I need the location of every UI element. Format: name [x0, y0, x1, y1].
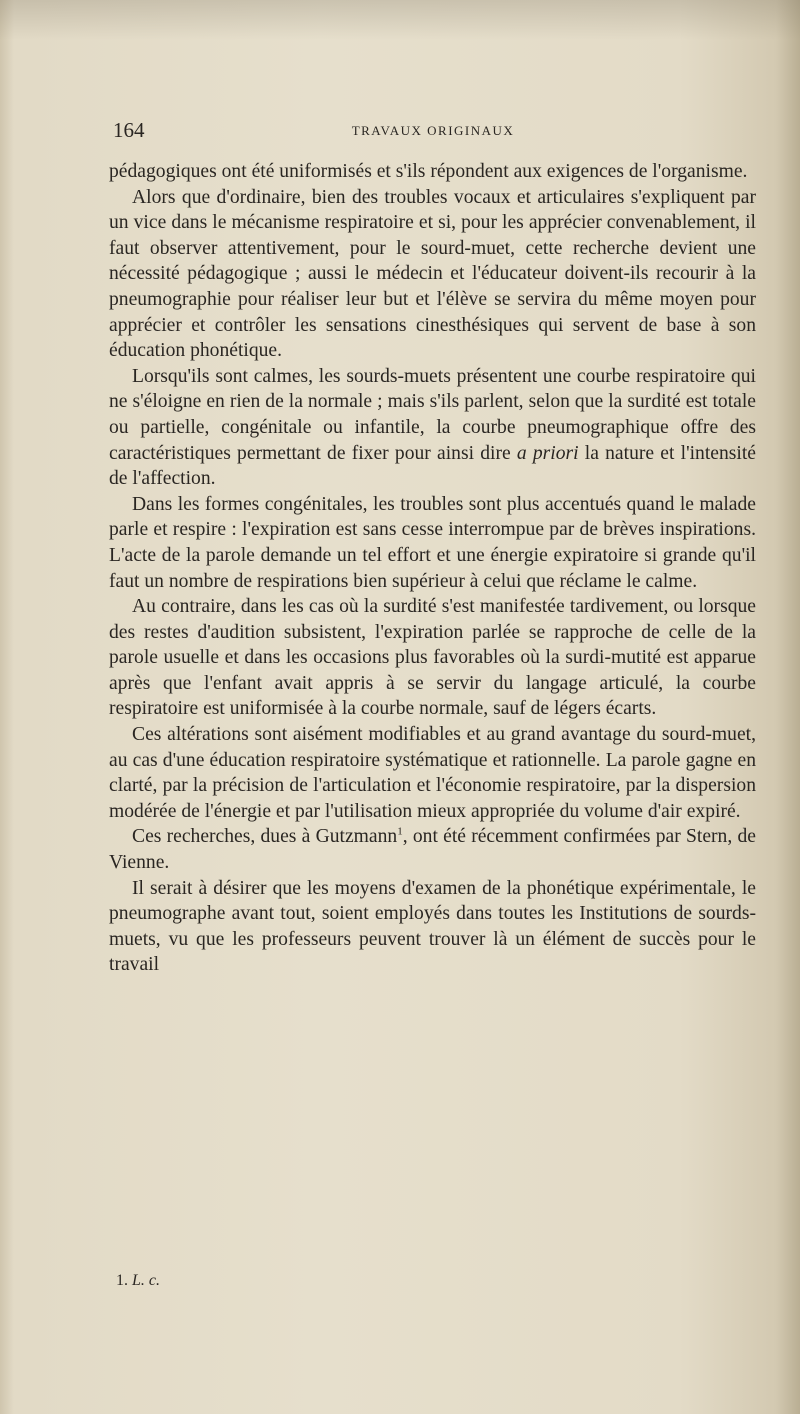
- paragraph-7-part-1: Ces recherches, dues à Gutzmann: [132, 826, 398, 848]
- paragraph-3-part-1: Lorsqu'ils sont calmes, les sourds-muets présentent une courbe respiratoire qui ne s'éloigne en rien de la normale ; mais s'ils parlent, selon que la surdité est totale ou partielle, congénitale ou infantile, la courbe pneumographique offre des caractéristiques permettant de fixer pour ainsi dire: [109, 365, 756, 464]
- page-header: [113, 116, 753, 146]
- page-number: 164: [113, 118, 145, 142]
- body-text: [109, 159, 756, 978]
- footnote-text: L. c.: [132, 1272, 160, 1289]
- paragraph-3-part-2: la nature et l'intensité de l'affection.: [109, 442, 756, 490]
- footnote: [116, 1270, 160, 1292]
- paragraph-7: [109, 824, 756, 875]
- paragraph-8: Il serait à désirer que les moyens d'examen de la phonétique expérimentale, le pneumographe avant tout, soient employés dans toutes les Institutions de sourds-muets, vu que les professeurs peuvent trouver là un élément de succès pour le travail: [109, 877, 756, 976]
- paragraph-7-part-2: , ont été récemment confirmées par Stern, de Vienne.: [109, 826, 756, 874]
- footnote-number: 1.: [116, 1272, 128, 1289]
- paragraph-6: Ces altérations sont aisément modifiables et au grand avantage du sourd-muet, au cas d'une éducation respiratoire systématique et rationnelle. La parole gagne en clarté, par la précision de l'articulation et l'économie respiratoire, par la dispersion modérée de l'énergie et par l'utilisation mieux appropriée du volume d'air expiré.: [109, 724, 756, 822]
- page-shadow: [0, 0, 800, 40]
- paragraph-1: pédagogiques ont été uniformisés et s'ils répondent aux exigences de l'organisme.: [109, 161, 748, 182]
- italic-phrase: a priori: [516, 442, 579, 464]
- paragraph-4: Dans les formes congénitales, les troubles sont plus accentués quand le malade parle et respire : l'expiration est sans cesse interrompue par de brèves inspirations. L'acte de la parole demande un tel effort et une énergie expiratoire si grande qu'il faut un nombre de respirations bien supérieur à celui que réclame le calme.: [109, 493, 756, 592]
- running-head: TRAVAUX ORIGINAUX: [351, 123, 515, 138]
- footnote-reference: 1: [397, 825, 403, 838]
- paragraph-3: [109, 364, 756, 492]
- paragraph-5: Au contraire, dans les cas où la surdité s'est manifestée tardivement, ou lorsque des restes d'audition subsistent, l'expiration parlée se rapproche de celle de la parole usuelle et dans les occasions plus favorables où la surdi-mutité est apparue après que l'enfant avait appris à se servir du langage articulé, la courbe respiratoire est uniformisée à la courbe normale, sauf de légers écarts.: [109, 596, 756, 720]
- paragraph-2: Alors que d'ordinaire, bien des troubles vocaux et articulaires s'expliquent par un vice dans le mécanisme respiratoire et si, pour les apprécier convenablement, il faut observer attentivement, pour le sourd-muet, cette recherche devient une nécessité pédagogique ; aussi le médecin et l'éducateur doivent-ils recourir à la pneumographie pour réaliser leur but et l'élève se servira du même moyen pour apprécier et contrôler les sensations cinesthésiques qui servent de base à son éducation phonétique.: [109, 186, 756, 362]
